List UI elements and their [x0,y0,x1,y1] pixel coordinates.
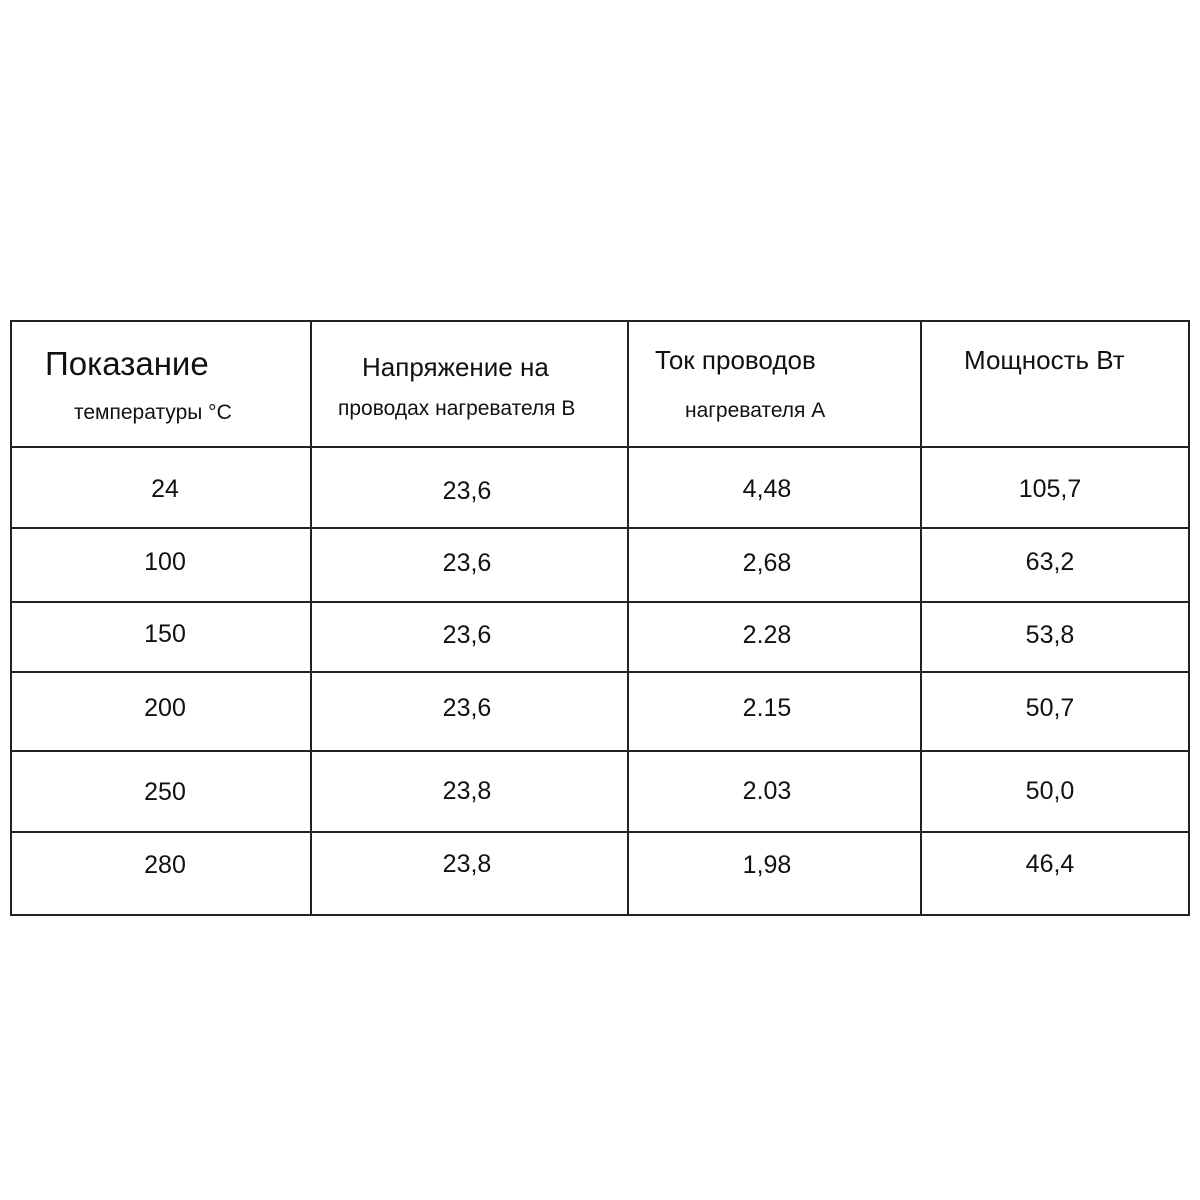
table-cell: 24 [151,475,179,503]
header-current-line2: нагревателя А [685,399,826,422]
header-voltage-line2: проводах нагревателя В [338,397,576,420]
table-cell: 1,98 [742,851,792,879]
table-cell: 23,6 [442,477,492,505]
table-cell: 2.03 [742,777,792,805]
data-table [10,320,1190,916]
table-cell: 50,7 [1025,694,1075,722]
row-divider [12,446,1188,448]
header-temperature-line2: температуры °C [74,401,232,424]
row-divider [12,750,1188,752]
row-divider [12,601,1188,603]
row-divider [12,831,1188,833]
header-voltage-line1: Напряжение на [362,352,549,382]
table-cell: 2,68 [742,549,792,577]
column-divider [627,322,629,914]
table-cell: 23,6 [442,621,492,649]
table-cell: 105,7 [1018,475,1082,503]
row-divider [12,527,1188,529]
table-cell: 23,6 [442,694,492,722]
table-cell: 50,0 [1025,777,1075,805]
table-cell: 23,6 [442,549,492,577]
row-divider [12,671,1188,673]
column-divider [920,322,922,914]
header-temperature-line1: Показание [45,345,209,382]
table-cell: 53,8 [1025,621,1075,649]
table-cell: 200 [144,694,186,722]
table-cell: 63,2 [1025,548,1075,576]
table-cell: 46,4 [1025,850,1075,878]
table-cell: 250 [144,778,186,806]
table-cell: 2.28 [742,621,792,649]
table-cell: 100 [144,548,186,576]
header-current-line1: Ток проводов [655,345,816,375]
table-cell: 23,8 [442,850,492,878]
table-cell: 23,8 [442,777,492,805]
table-cell: 4,48 [742,475,792,503]
header-power: Мощность Вт [964,345,1125,375]
table-cell: 280 [144,851,186,879]
table-cell: 2.15 [742,694,792,722]
column-divider [310,322,312,914]
table-cell: 150 [144,620,186,648]
